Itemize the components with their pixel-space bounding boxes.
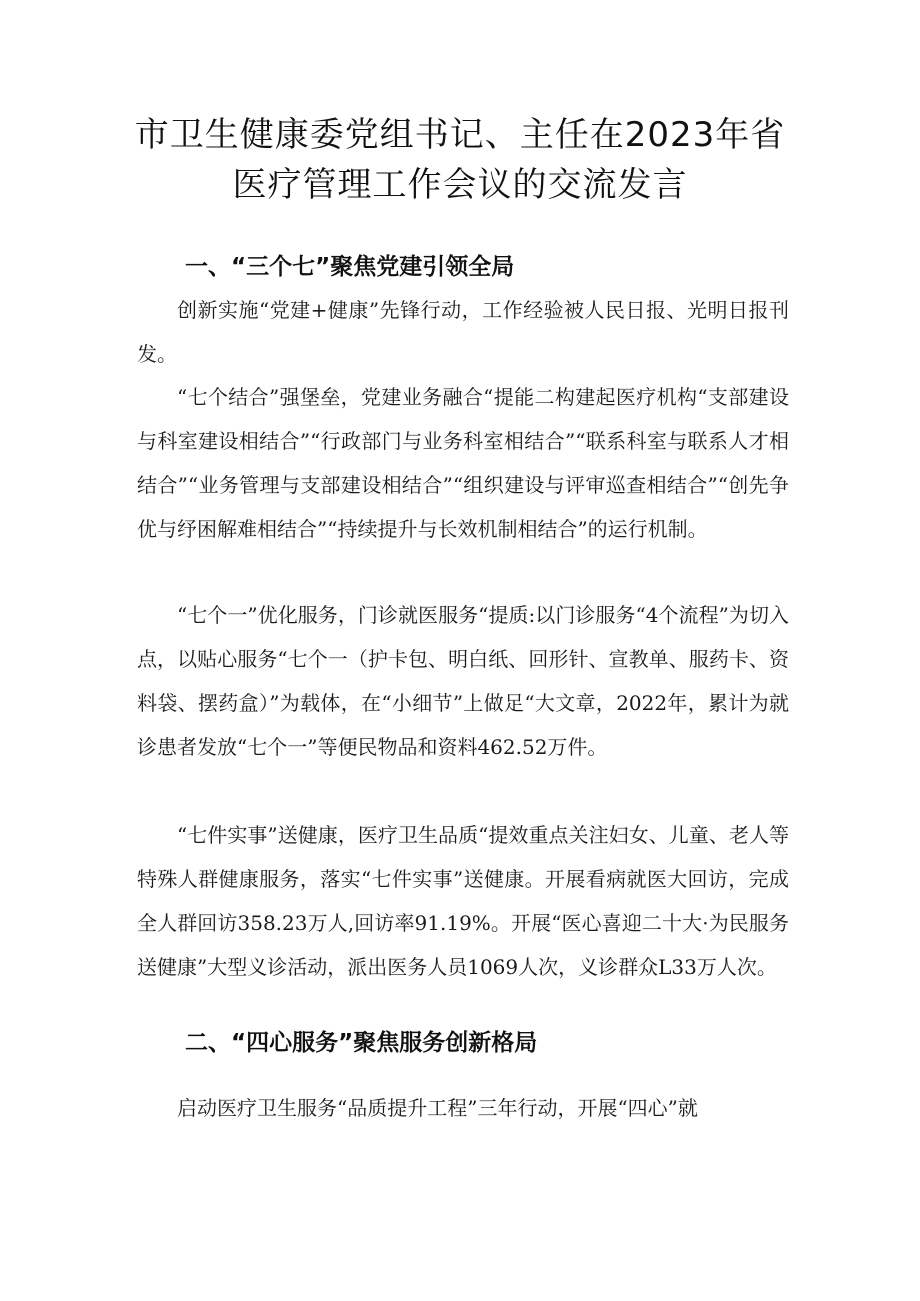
paragraph-text: 启动医疗卫生服务“品质提升工程”三年行动，开展“四心”就 [177,1096,698,1120]
paragraph-2 [137,375,789,551]
paragraph-text: “七件实事”送健康，医疗卫生品质“提效重点关注妇女、儿童、老人等特殊人群健康服务，落实“七件实事”送健康。开展看病就医大回访，完成全人群回访358.23万人,回访率91.19%。开展“医心喜迎二十大·为民服务送健康”大型义诊活动，派出医务人员1069人次，义诊群众L33万人次。 [137,823,789,979]
paragraph-text: “七个一”优化服务，门诊就医服务“提质:以门诊服务“4个流程”为切入点，以贴心服务“七个一（护卡包、明白纸、回形针、宣教单、服药卡、资料袋、摆药盒）”为载体，在“小细节”上做足“大文章，2022年，累计为就诊患者发放“七个一”等便民物品和资料462.52万件。 [137,603,789,759]
section-heading-2: 二、“四心服务”聚焦服务创新格局 [185,1030,538,1056]
paragraph-3 [137,593,789,769]
section-heading-1: 一、“三个七”聚焦党建引领全局 [185,254,515,280]
paragraph-text: “七个结合”强堡垒，党建业务融合“提能二构建起医疗机构“支部建设与科室建设相结合”“行政部门与业务科室相结合”“联系科室与联系人才相结合”“业务管理与支部建设相结合”“组织建设与评审巡查相结合”“创先争优与纾困解难相结合”“持续提升与长效机制相结合”的运行机制。 [137,385,789,541]
title-line-1: 市卫生健康委党组书记、主任在2023年省 [134,115,786,155]
title-line-2: 医疗管理工作会议的交流发言 [232,165,688,205]
paragraph-text: 创新实施“党建+健康”先锋行动，工作经验被人民日报、光明日报刊发。 [137,298,789,366]
document-title [100,110,820,210]
paragraph-5 [137,1086,789,1130]
paragraph-4 [137,813,789,989]
paragraph-1 [137,288,789,376]
